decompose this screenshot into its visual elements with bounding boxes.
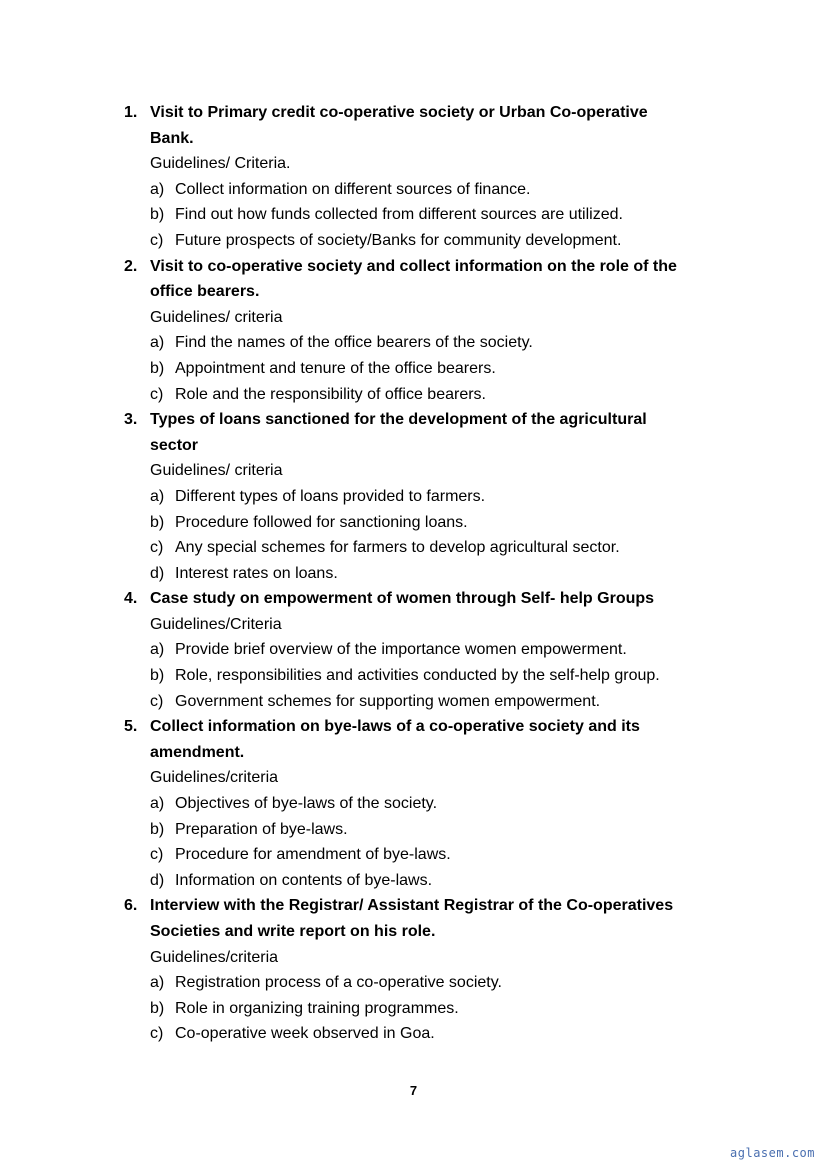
guidelines-label: Guidelines/ criteria bbox=[150, 308, 283, 326]
guideline-item-text: Role, responsibilities and activities conducted by the self-help group. bbox=[175, 667, 660, 685]
guideline-item bbox=[150, 510, 734, 536]
guideline-item-text: Procedure for amendment of bye-laws. bbox=[175, 846, 451, 864]
guideline-item-text: Role and the responsibility of office bearers. bbox=[175, 385, 486, 403]
question-item bbox=[124, 714, 734, 893]
guidelines-label: Guidelines/criteria bbox=[150, 769, 279, 787]
guideline-item-label: a) bbox=[150, 334, 165, 352]
guideline-item-text: Objectives of bye-laws of the society. bbox=[175, 795, 438, 813]
question-title: Types of loans sanctioned for the development of the agricultural sector bbox=[150, 411, 647, 454]
guideline-item bbox=[150, 689, 734, 715]
guideline-item bbox=[150, 202, 734, 228]
guideline-item-label: b) bbox=[150, 820, 165, 838]
guideline-item-text: Information on contents of bye-laws. bbox=[175, 871, 433, 889]
question-title: Collect information on bye-laws of a co-operative society and its amendment. bbox=[150, 718, 640, 761]
guideline-item-text: Appointment and tenure of the office bearers. bbox=[175, 359, 496, 377]
guideline-item-text: Preparation of bye-laws. bbox=[175, 820, 348, 838]
guideline-item bbox=[150, 1021, 734, 1047]
guideline-item-label: c) bbox=[150, 231, 164, 249]
guidelines-label: Guidelines/Criteria bbox=[150, 615, 282, 633]
guideline-item bbox=[150, 817, 734, 843]
guideline-item-text: Collect information on different sources of finance. bbox=[175, 180, 531, 198]
question-item bbox=[124, 407, 734, 586]
question-number: 5. bbox=[124, 718, 138, 736]
question-number: 4. bbox=[124, 590, 138, 608]
guideline-item-label: c) bbox=[150, 692, 164, 710]
guideline-item-label: c) bbox=[150, 385, 164, 403]
guideline-item-text: Find the names of the office bearers of the society. bbox=[175, 334, 533, 352]
guideline-item bbox=[150, 842, 734, 868]
guideline-item bbox=[150, 177, 734, 203]
guideline-item bbox=[150, 356, 734, 382]
question-number: 2. bbox=[124, 257, 138, 275]
guideline-item-text: Different types of loans provided to farmers. bbox=[175, 487, 486, 505]
question-list bbox=[124, 100, 734, 1047]
watermark-text: aglasem.com bbox=[730, 1146, 815, 1160]
guideline-item-text: Registration process of a co-operative society. bbox=[175, 974, 502, 992]
guideline-item-text: Provide brief overview of the importance women empowerment. bbox=[175, 641, 627, 659]
guideline-item-label: a) bbox=[150, 974, 165, 992]
guideline-item bbox=[150, 330, 734, 356]
guideline-item-label: b) bbox=[150, 999, 165, 1017]
guideline-item bbox=[150, 868, 734, 894]
guideline-item bbox=[150, 791, 734, 817]
guideline-item bbox=[150, 996, 734, 1022]
question-number: 1. bbox=[124, 104, 138, 121]
question-title: Visit to co-operative society and collect information on the role of the office bearers. bbox=[150, 257, 677, 301]
guideline-item-label: b) bbox=[150, 206, 165, 224]
guideline-item-label: a) bbox=[150, 795, 165, 813]
question-number: 3. bbox=[124, 411, 138, 429]
guideline-item-text: Role in organizing training programmes. bbox=[175, 999, 459, 1017]
guideline-item-label: d) bbox=[150, 871, 165, 889]
guideline-item-text: Interest rates on loans. bbox=[175, 564, 338, 582]
guideline-item-label: b) bbox=[150, 513, 165, 531]
guidelines-label: Guidelines/ Criteria. bbox=[150, 155, 291, 173]
guideline-item-label: a) bbox=[150, 180, 165, 198]
guideline-item-label: d) bbox=[150, 564, 165, 582]
guideline-item-label: c) bbox=[150, 1025, 164, 1043]
guideline-item-text: Government schemes for supporting women empowerment. bbox=[175, 692, 601, 710]
guideline-item-text: Procedure followed for sanctioning loans. bbox=[175, 513, 468, 531]
question-item bbox=[124, 254, 734, 408]
guideline-item-label: a) bbox=[150, 487, 165, 505]
guideline-item-text: Find out how funds collected from different sources are utilized. bbox=[175, 206, 623, 224]
guideline-item bbox=[150, 561, 734, 587]
question-item bbox=[124, 100, 734, 254]
guideline-item-label: b) bbox=[150, 667, 165, 685]
question-item bbox=[124, 586, 734, 714]
guidelines-label: Guidelines/criteria bbox=[150, 948, 279, 966]
guideline-item bbox=[150, 970, 734, 996]
guideline-item-label: c) bbox=[150, 846, 164, 864]
question-number: 6. bbox=[124, 897, 138, 915]
guideline-item bbox=[150, 637, 734, 663]
question-title: Interview with the Registrar/ Assistant Registrar of the Co-operatives Societies and write report on his role. bbox=[150, 897, 674, 940]
guideline-item bbox=[150, 382, 734, 408]
guideline-item bbox=[150, 663, 734, 689]
question-title: Visit to Primary credit co-operative society or Urban Co-operative Bank. bbox=[150, 104, 648, 147]
guideline-item-label: b) bbox=[150, 359, 165, 377]
guideline-item-label: a) bbox=[150, 641, 165, 659]
guideline-item bbox=[150, 484, 734, 510]
question-title: Case study on empowerment of women through Self- help Groups bbox=[150, 590, 655, 608]
guideline-item-text: Any special schemes for farmers to develop agricultural sector. bbox=[175, 539, 620, 557]
page-number: 7 bbox=[409, 1083, 418, 1098]
guidelines-label: Guidelines/ criteria bbox=[150, 462, 283, 480]
guideline-item bbox=[150, 228, 734, 254]
guideline-item-label: c) bbox=[150, 539, 164, 557]
guideline-item bbox=[150, 535, 734, 561]
question-item bbox=[124, 893, 734, 1047]
guideline-item-text: Co-operative week observed in Goa. bbox=[175, 1025, 435, 1043]
guideline-item-text: Future prospects of society/Banks for community development. bbox=[175, 231, 622, 249]
